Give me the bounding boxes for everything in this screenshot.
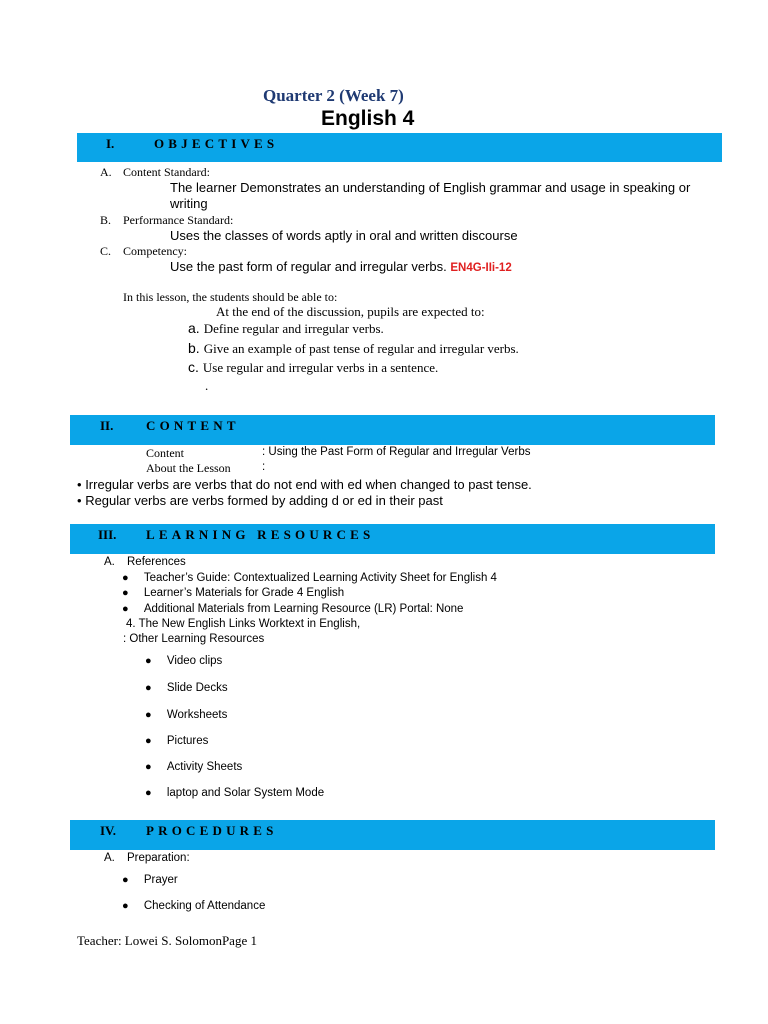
objective-text: Use regular and irregular verbs in a sentence. [202, 360, 439, 375]
content-band [70, 415, 715, 445]
other-resource-text: Video clips [166, 655, 223, 667]
content-value: : Using the Past Form of Regular and Irregular Verbs [262, 446, 531, 458]
content-bullet [77, 493, 443, 508]
procedures-title: PROCEDURES [146, 823, 278, 838]
procedure-item [122, 900, 265, 912]
bullet-dot: • [77, 477, 82, 492]
content-standard-text-cont: writing [170, 196, 208, 211]
objective-text: Give an example of past tense of regular and irregular verbs. [203, 341, 519, 356]
references-marker: A. [104, 556, 115, 568]
performance-standard-text: Uses the classes of words aptly in oral and written discourse [170, 228, 518, 243]
bullet-dot: • [77, 493, 82, 508]
objectives-title: OBJECTIVES [154, 136, 279, 151]
reference-item [122, 572, 497, 584]
content-bullet [77, 477, 532, 492]
performance-standard-marker: B. [100, 213, 112, 227]
subject-title: English 4 [321, 107, 415, 130]
content-bullet-text: Irregular verbs are verbs that do not end with ed when changed to past tense. [85, 477, 532, 492]
reference-text: Additional Materials from Learning Resource (LR) Portal: None [143, 603, 464, 615]
content-title: CONTENT [146, 418, 240, 433]
content-number: II. [100, 418, 114, 433]
footer-teacher-page: Teacher: Lowei S. SolomonPage 1 [77, 933, 257, 948]
competency-marker: C. [100, 244, 112, 258]
resources-title: LEARNING RESOURCES [146, 527, 375, 542]
procedure-item [122, 874, 178, 886]
reference-text: Teacher’s Guide: Contextualized Learning Activity Sheet for English 4 [143, 572, 497, 584]
reference-item [122, 603, 463, 615]
bullet-dot: ● [122, 603, 129, 615]
competency-code: EN4G-IIi-12 [450, 262, 512, 274]
objective-marker: c. [188, 359, 199, 375]
other-resource-item [145, 735, 208, 747]
bullet-dot: ● [145, 709, 152, 721]
bullet-dot: ● [145, 682, 152, 694]
preparation-label: Preparation: [127, 852, 190, 864]
bullet-dot: ● [122, 874, 129, 886]
procedure-text: Checking of Attendance [143, 900, 266, 912]
objectives-number: I. [106, 136, 115, 151]
about-lesson-label: About the Lesson [146, 461, 231, 475]
content-bullet-text: Regular verbs are verbs formed by adding d or ed in their past [85, 493, 443, 508]
lesson-intro-2: At the end of the discussion, pupils are expected to: [216, 304, 485, 319]
objective-item [188, 359, 438, 377]
resources-band [70, 524, 715, 554]
procedure-text: Prayer [143, 874, 178, 886]
objectives-band [77, 133, 722, 162]
resources-number: III. [98, 527, 117, 542]
competency-text [170, 259, 512, 274]
other-resource-text: Activity Sheets [166, 761, 243, 773]
preparation-marker: A. [104, 852, 115, 864]
other-resource-item [145, 709, 227, 721]
content-label: Content [146, 446, 184, 460]
bullet-dot: ● [122, 900, 129, 912]
bullet-dot: ● [145, 787, 152, 799]
procedures-band [70, 820, 715, 850]
bullet-dot: ● [145, 761, 152, 773]
procedures-number: IV. [100, 823, 117, 838]
other-resource-item [145, 655, 222, 667]
reference-text: Learner’s Materials for Grade 4 English [143, 587, 345, 599]
content-standard-marker: A. [100, 165, 112, 179]
quarter-heading: Quarter 2 (Week 7) [263, 86, 404, 105]
about-lesson-value: : [262, 461, 266, 473]
bullet-dot: ● [145, 655, 152, 667]
other-resource-text: Slide Decks [166, 682, 228, 694]
objective-marker: b. [188, 340, 200, 356]
other-resource-text: Worksheets [166, 709, 228, 721]
objective-item [188, 320, 384, 338]
reference-item [122, 587, 344, 599]
competency-label: Competency: [123, 244, 187, 258]
other-resource-text: Pictures [166, 735, 209, 747]
lesson-intro: In this lesson, the students should be able to: [123, 290, 338, 304]
reference-item-4: 4. The New English Links Worktext in English, [126, 618, 361, 630]
other-resource-text: laptop and Solar System Mode [166, 787, 325, 799]
objective-marker: a. [188, 320, 200, 336]
other-resources-label: : Other Learning Resources [123, 633, 265, 645]
content-standard-label: Content Standard: [123, 165, 210, 179]
objective-item [188, 340, 519, 358]
bullet-dot: ● [145, 735, 152, 747]
content-standard-text: The learner Demonstrates an understanding of English grammar and usage in speaking or [170, 180, 691, 195]
performance-standard-label: Performance Standard: [123, 213, 234, 227]
references-label: References [127, 556, 186, 568]
bullet-dot: ● [122, 587, 129, 599]
other-resource-item [145, 787, 324, 799]
trailing-dot: . [205, 378, 209, 393]
objective-text: Define regular and irregular verbs. [203, 321, 384, 336]
other-resource-item [145, 761, 242, 773]
other-resource-item [145, 682, 228, 694]
competency-description: Use the past form of regular and irregular verbs. [170, 259, 447, 274]
bullet-dot: ● [122, 572, 129, 584]
